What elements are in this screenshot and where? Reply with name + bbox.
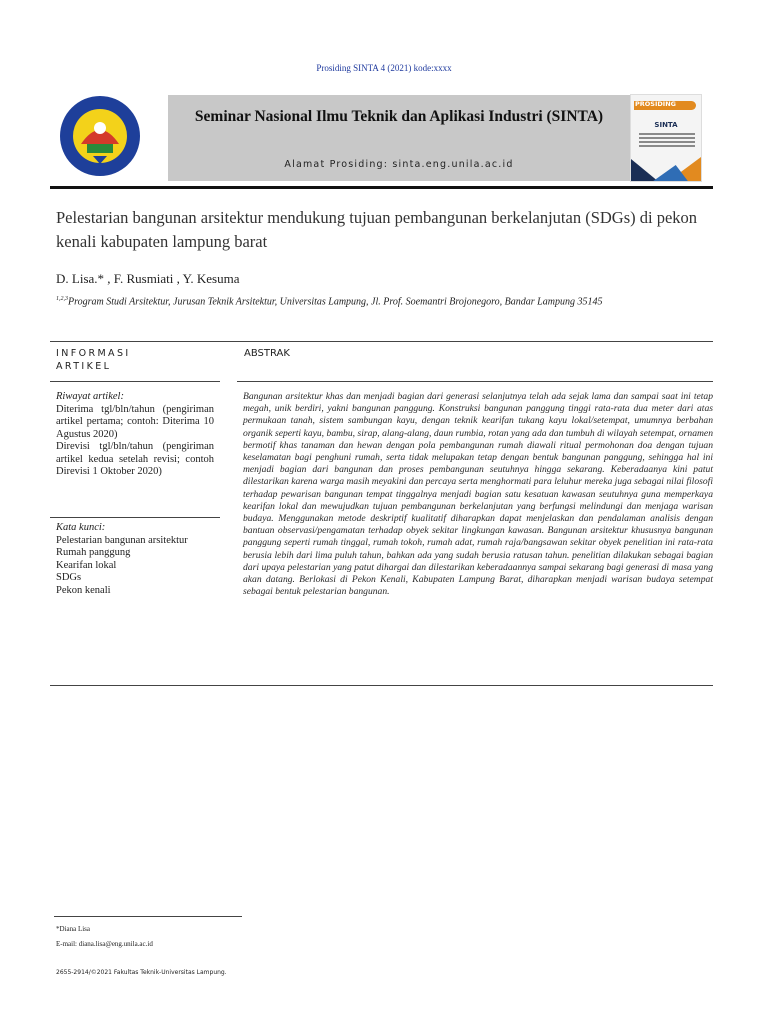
abstract-divider (237, 381, 713, 382)
received-date: Diterima tgl/bln/tahun (pengiriman artikel pertama; contoh: Diterima 10 Agustus 2020) (56, 403, 214, 440)
university-logo (53, 94, 147, 178)
author-email: E-mail: diana.lisa@eng.unila.ac.id (56, 940, 153, 948)
keyword-item: Rumah panggung (56, 547, 131, 558)
proceedings-address: Alamat Prosiding: sinta.eng.unila.ac.id (284, 159, 514, 170)
keyword-item: Kearifan lokal (56, 559, 117, 571)
keyword-item: SDGs (56, 572, 82, 583)
affiliation-superscript: 1,2,3 (56, 296, 68, 302)
section-divider-bottom (50, 685, 713, 686)
cover-graphic (631, 153, 701, 182)
header-banner (168, 95, 630, 181)
abstract-text: Bangunan arsitektur khas dan menjadi bagian dari generasi selanjutnya telah ada sejak lama dan sampai saat ini tetap megah, unik berdiri, yakni bangunan panggung. Konstruksi bangunan panggung tinggi rata-rata dua meter dari atas permukaan tanah, sistem sambungan kayu, dengan teknik kearifan tukang kayu lokal/setempat, umumnya berbahan organik seperti kayu, bambu, sirap, alang-alang, daun rumbia, rotan yang ada dan tumbuh di wilayah setempat, ornamen bermotif khas tanaman dan hewan dengan pola pembangunan rumah diawali ritual permohonan doa dengan tujuan keselamatan bagi penghuni rumah, serta tidak melupakan tetap dengan bentuk bangunan panggung, sehingga hal ini menjadi bagian dari bangunan dan proses pembangunan seutuhnya hingga sekarang. Keberadaanya kini patut dilestarikan karena warga masih meyakini dan percaya serta menghormati para leluhur mereka juga sebagai nilai filosofi terhadap pewarisan bangunan tempat tinggalnya menjadi bagian satu kesatuan kawasan seutuhnya guna memperkaya kearifan lokal dan mewujudkan tujuan pembangunan berkelanjutan yang berfungsi melindungi dan menjaga warisan budaya. Menggunakan metode deskriptif kualitatif diharapkan dapat menjelaskan dan pendalaman analisis dengan bantuan observasi/pengamatan terhadap obyek sekitar lingkungan kawasan. Bangunan arsitektur khususnya bangunan panggung seperti rumah tinggal, rumah tokoh, rumah adat, rumah raja/bangsawan sekitar obyek penelitian ini rata-rata berusia lebih dari lima puluh tahun, bahkan ada yang sudah berusia ratusan tahun. penelitian dilakukan sebagai bagian dari upaya pelestarian yang patut dihargai dan dilestarikan keberadaannya sampai sekarang bagi generasi di masa yang akan datang. Berlokasi di Pekon Kenali, Kabupaten Lampung Barat, diharapkan menjadi warisan budaya setempat sebagai bentuk pelestarian bangunan. (243, 391, 713, 598)
header-divider (50, 186, 713, 189)
keyword-item: Pekon kenali (56, 584, 111, 596)
keywords-block (56, 522, 226, 597)
info-divider (50, 381, 220, 382)
cover-title: SINTA (654, 121, 678, 129)
author-affiliation (56, 296, 716, 307)
cover-text-lines (639, 131, 695, 149)
article-info-heading (56, 347, 156, 373)
keywords-divider (50, 517, 220, 518)
footnote-divider (54, 916, 242, 917)
abstract-heading: ABSTRAK (244, 348, 290, 359)
article-info-heading-text: INFORMASI ARTIKEL (56, 348, 131, 372)
cover-badge-label: PROSIDING (635, 100, 676, 108)
article-title: Pelestarian bangunan arsitektur mendukung tujuan pembangunan berkelanjutan (SDGs) di pekon kenali kabupaten lampung barat (56, 208, 698, 251)
issn-copyright: 2655-2914/©2021 Fakultas Teknik-Universitas Lampung. (56, 969, 227, 976)
conference-title: Seminar Nasional Ilmu Teknik dan Aplikasi Industri (SINTA) (194, 108, 604, 125)
section-divider-top (50, 341, 713, 342)
proceedings-reference: Prosiding SINTA 4 (2021) kode:xxxx (316, 63, 452, 73)
article-authors: D. Lisa.* , F. Rusmiati , Y. Kesuma (56, 271, 240, 286)
revised-date: Direvisi tgl/bln/tahun (pengiriman artikel kedua setelah revisi; contoh Direvisi 1 Oktober 2020) (56, 441, 214, 477)
journal-header (50, 92, 712, 186)
history-label: Riwayat artikel: (56, 391, 124, 402)
corresponding-author: *Diana Lisa (56, 925, 91, 933)
affiliation-text: Program Studi Arsitektur, Jurusan Teknik Arsitektur, Universitas Lampung, Jl. Prof. Soemantri Brojonegoro, Bandar Lampung 35145 (68, 296, 603, 308)
keyword-item: Pelestarian bangunan arsitektur (56, 534, 188, 546)
proceedings-cover (630, 94, 702, 182)
keywords-label: Kata kunci: (56, 522, 106, 533)
article-history (56, 391, 214, 479)
